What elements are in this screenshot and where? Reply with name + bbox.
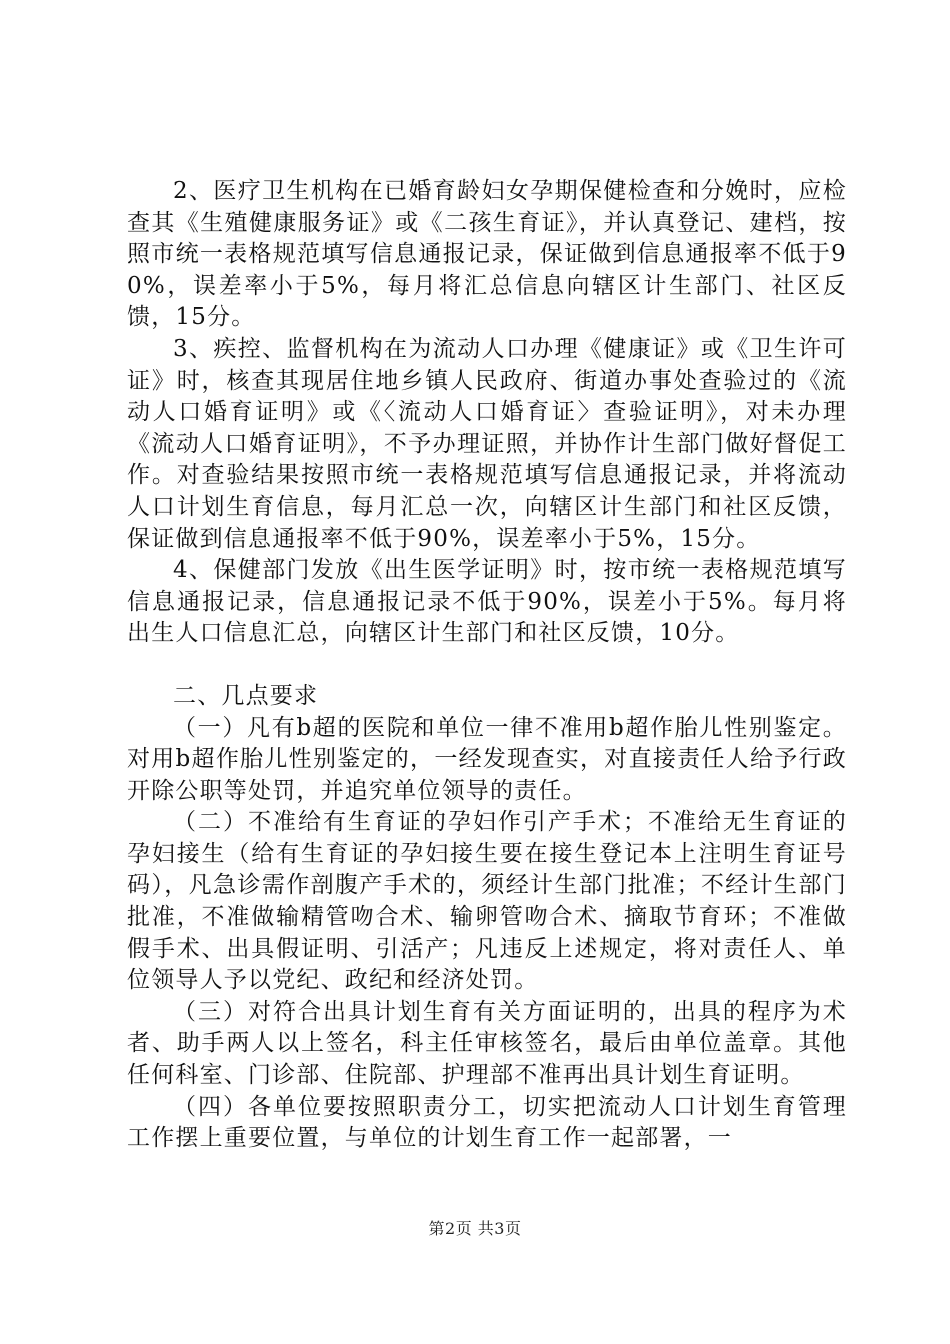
requirement-4: （四）各单位要按照职责分工，切实把流动人口计划生育管理工作摆上重要位置，与单位的计划生育工作一起部署，一	[127, 1093, 847, 1152]
requirement-2: （二）不准给有生育证的孕妇作引产手术；不准给无生育证的孕妇接生（给有生育证的孕妇接生要在接生登记本上注明生育证号码），凡急诊需作剖腹产手术的，须经计生部门批准；不经计生部门批准，不准做输精管吻合术、输卵管吻合术、摘取节育环；不准做假手术、出具假证明、引活产；凡违反上述规定，将对责任人、单位领导人予以党纪、政纪和经济处罚。	[127, 809, 847, 994]
section-heading: 二、几点要求	[173, 682, 319, 709]
requirement-3: （三）对符合出具计划生育有关方面证明的，出具的程序为术者、助手两人以上签名，科主任审核签名，最后由单位盖章。其他任何科室、门诊部、住院部、护理部不准再出具计划生育证明。	[127, 998, 847, 1089]
paragraph-item-4: 4、保健部门发放《出生医学证明》时，按市统一表格规范填写信息通报记录，信息通报记录不低于90%，误差小于5%。每月将出生人口信息汇总，向辖区计生部门和社区反馈，10分。	[127, 557, 847, 647]
paragraph-item-3: 3、疾控、监督机构在为流动人口办理《健康证》或《卫生许可证》时，核查其现居住地乡镇人民政府、街道办事处查验过的《流动人口婚育证明》或《〈流动人口婚育证〉查验证明》，对未办理《流动人口婚育证明》，不予办理证照，并协作计生部门做好督促工作。对查验结果按照市统一表格规范填写信息通报记录，并将流动人口计划生育信息，每月汇总一次，向辖区计生部门和社区反馈，保证做到信息通报率不低于90%，误差率小于5%，15分。	[127, 335, 847, 552]
page-footer: 第2页 共3页	[428, 1219, 522, 1238]
paragraph-spacer	[127, 650, 847, 681]
requirement-1: （一）凡有b超的医院和单位一律不准用b超作胎儿性别鉴定。对用b超作胎儿性别鉴定的，一经发现查实，对直接责任人给予行政开除公职等处罚，并追究单位领导的责任。	[127, 714, 847, 804]
document-body	[127, 176, 847, 1155]
paragraph-item-2: 2、医疗卫生机构在已婚育龄妇女孕期保健检查和分娩时，应检查其《生殖健康服务证》或《二孩生育证》，并认真登记、建档，按照市统一表格规范填写信息通报记录，保证做到信息通报率不低于90%，误差率小于5%，每月将汇总信息向辖区计生部门、社区反馈，15分。	[127, 178, 847, 331]
